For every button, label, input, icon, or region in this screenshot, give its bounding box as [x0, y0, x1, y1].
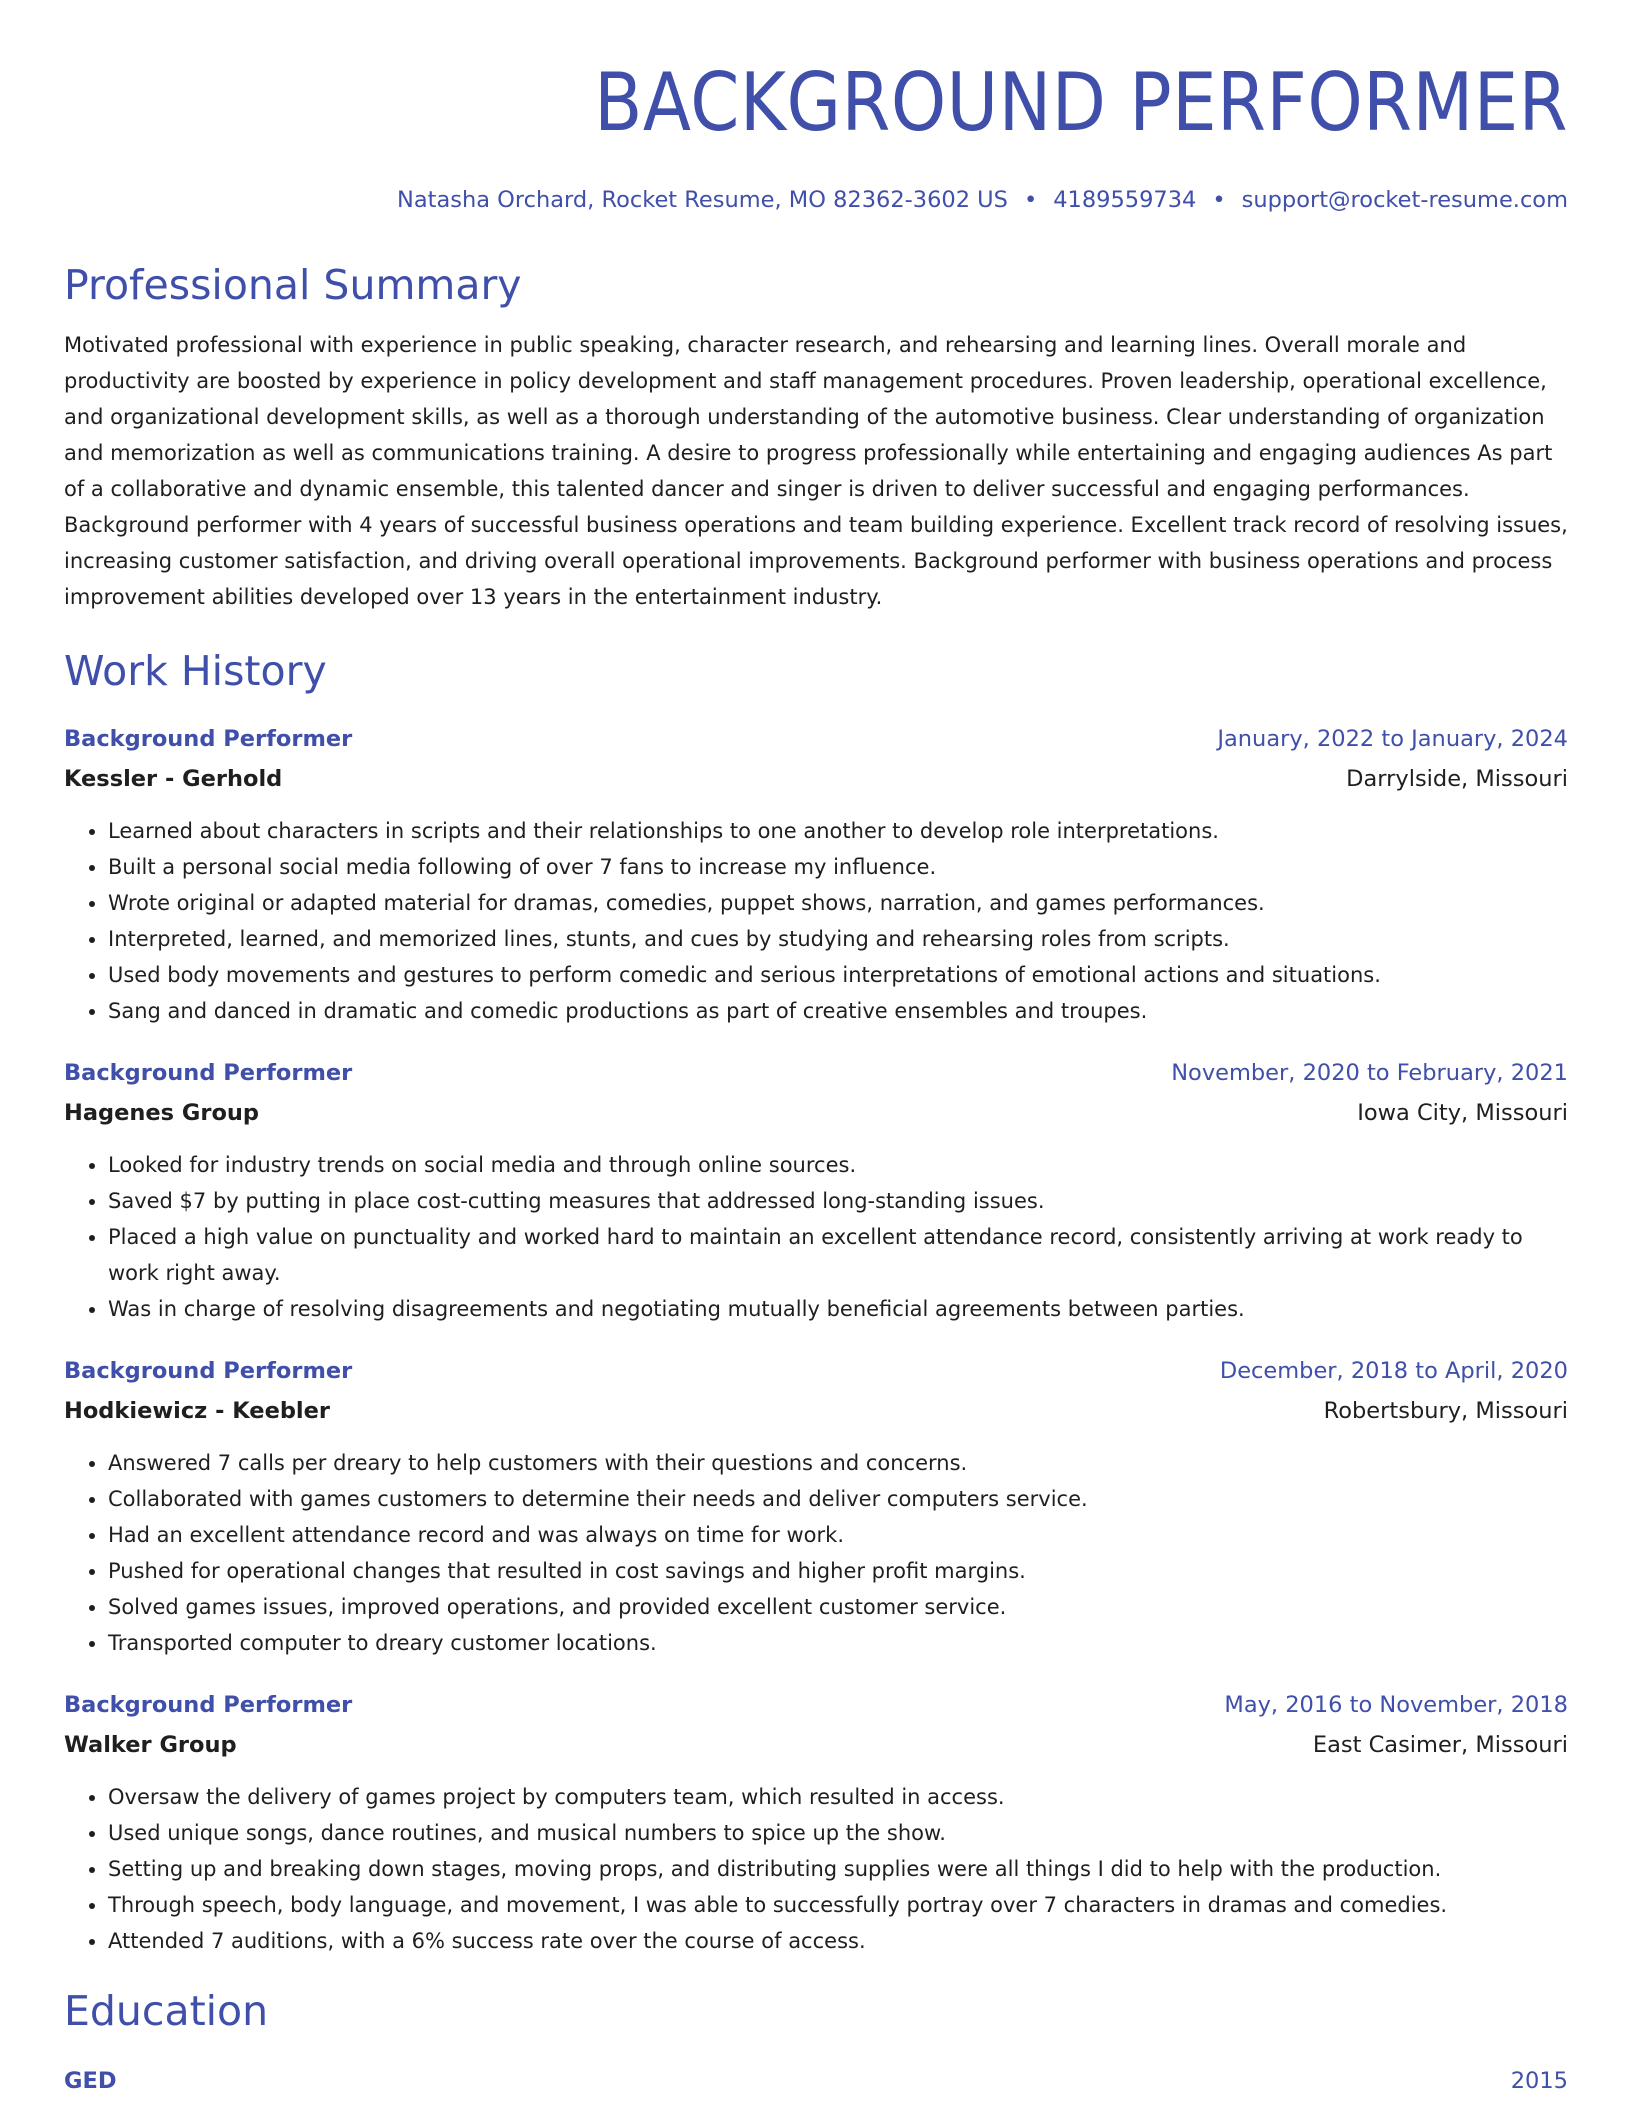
- job-bullet: • Used body movements and gestures to perform comedic and serious interpretations of emotional actions and situations.: [108, 957, 1568, 993]
- job-location: Robertsbury, Missouri: [1323, 1398, 1568, 1424]
- job-company: Walker Group: [64, 1732, 237, 1758]
- job-header-row: [64, 1353, 1568, 1389]
- job-bullet: • Was in charge of resolving disagreements and negotiating mutually beneficial agreements between parties.: [108, 1291, 1568, 1327]
- job-header-row: [64, 1687, 1568, 1723]
- contact-separator: •: [1212, 187, 1226, 213]
- job-title: Background Performer: [64, 1358, 353, 1384]
- job-title: Background Performer: [64, 1060, 353, 1086]
- resume-name: BACKGROUND PERFORMER: [594, 56, 1568, 149]
- job-bullet: • Transported computer to dreary customer locations.: [108, 1625, 1568, 1661]
- job-dates: January, 2022 to January, 2024: [1217, 726, 1568, 752]
- contact-line: [64, 185, 1568, 215]
- job-location: Darrylside, Missouri: [1346, 766, 1568, 792]
- section-title-education: Education: [64, 1987, 269, 2035]
- job-bullet: • Interpreted, learned, and memorized lines, stunts, and cues by studying and rehearsing roles from scripts.: [108, 921, 1568, 957]
- job-bullet: • Collaborated with games customers to determine their needs and deliver computers service.: [108, 1481, 1568, 1517]
- job-bullet: • Used unique songs, dance routines, and musical numbers to spice up the show.: [108, 1815, 1568, 1851]
- job-title: Background Performer: [64, 1692, 353, 1718]
- job-bullets: [64, 1147, 1568, 1327]
- job-company-row: [64, 1091, 1568, 1131]
- job-bullet: • Pushed for operational changes that resulted in cost savings and higher profit margins.: [108, 1553, 1568, 1589]
- job-bullet: • Sang and danced in dramatic and comedic productions as part of creative ensembles and troupes.: [108, 993, 1568, 1029]
- contact-email[interactable]: support@rocket-resume.com: [1241, 187, 1568, 213]
- job-entry: [64, 721, 1568, 1029]
- education-entry: [64, 2063, 1568, 2099]
- job-bullet: • Setting up and breaking down stages, moving props, and distributing supplies were all things I did to help with the production.: [108, 1851, 1568, 1887]
- job-bullet: • Wrote original or adapted material for dramas, comedies, puppet shows, narration, and games performances.: [108, 885, 1568, 921]
- job-title: Background Performer: [64, 726, 353, 752]
- job-dates: December, 2018 to April, 2020: [1219, 1358, 1568, 1384]
- job-bullet: • Attended 7 auditions, with a 6% success rate over the course of access.: [108, 1923, 1568, 1959]
- job-bullet: • Answered 7 calls per dreary to help customers with their questions and concerns.: [108, 1445, 1568, 1481]
- section-title-summary: Professional Summary: [64, 261, 522, 309]
- job-company: Hagenes Group: [64, 1100, 260, 1126]
- summary-text: Motivated professional with experience in public speaking, character research, and rehearsing and learning lines. Overall morale and productivity are boosted by experience in policy development and staff management procedures. Proven leadership, operational excellence, and organizational development skills, as well as a thorough understanding of the automotive business. Clear understanding of organization and memorization as well as communications training. A desire to progress professionally while entertaining and engaging audiences As part of a collaborative and dynamic ensemble, this talented dancer and singer is driven to deliver successful and engaging performances. Background performer with 4 years of successful business operations and team building experience. Excellent track record of resolving issues, increasing customer satisfaction, and driving overall operational improvements. Background performer with business operations and process improvement abilities developed over 13 years in the entertainment industry.: [64, 333, 1568, 609]
- contact-address: Natasha Orchard, Rocket Resume, MO 82362-3602 US: [397, 187, 1008, 213]
- education-year: 2015: [1510, 2068, 1568, 2094]
- job-entry: [64, 1353, 1568, 1661]
- job-location: East Casimer, Missouri: [1312, 1732, 1568, 1758]
- section-title-work-history: Work History: [64, 647, 327, 695]
- job-bullets: [64, 1445, 1568, 1661]
- job-company-row: [64, 1723, 1568, 1763]
- job-dates: November, 2020 to February, 2021: [1171, 1060, 1568, 1086]
- education-degree: GED: [64, 2068, 117, 2094]
- job-entry: [64, 1687, 1568, 1959]
- job-bullet: • Looked for industry trends on social media and through online sources.: [108, 1147, 1568, 1183]
- job-bullet: • Through speech, body language, and movement, I was able to successfully portray over 7 characters in dramas and comedies.: [108, 1887, 1568, 1923]
- job-bullet: • Oversaw the delivery of games project by computers team, which resulted in access.: [108, 1779, 1568, 1815]
- resume-page: [64, 0, 1568, 2099]
- job-bullet: • Built a personal social media following of over 7 fans to increase my influence.: [108, 849, 1568, 885]
- job-company: Hodkiewicz - Keebler: [64, 1398, 331, 1424]
- job-bullets: [64, 813, 1568, 1029]
- job-company-row: [64, 1389, 1568, 1429]
- job-header-row: [64, 1055, 1568, 1091]
- contact-separator: •: [1023, 187, 1038, 213]
- job-bullet: • Learned about characters in scripts and their relationships to one another to develop role interpretations.: [108, 813, 1568, 849]
- job-location: Iowa City, Missouri: [1357, 1100, 1568, 1126]
- job-dates: May, 2016 to November, 2018: [1224, 1692, 1568, 1718]
- job-entry: [64, 1055, 1568, 1327]
- job-bullet: • Solved games issues, improved operations, and provided excellent customer service.: [108, 1589, 1568, 1625]
- contact-phone: 4189559734: [1053, 187, 1197, 213]
- job-bullet: • Placed a high value on punctuality and worked hard to maintain an excellent attendance record, consistently arriving at work ready to work right away.: [108, 1219, 1568, 1291]
- job-company-row: [64, 757, 1568, 797]
- job-bullet: • Had an excellent attendance record and was always on time for work.: [108, 1517, 1568, 1553]
- job-company: Kessler - Gerhold: [64, 766, 283, 792]
- job-header-row: [64, 721, 1568, 757]
- job-bullet: • Saved $7 by putting in place cost-cutting measures that addressed long-standing issues.: [108, 1183, 1568, 1219]
- job-bullets: [64, 1779, 1568, 1959]
